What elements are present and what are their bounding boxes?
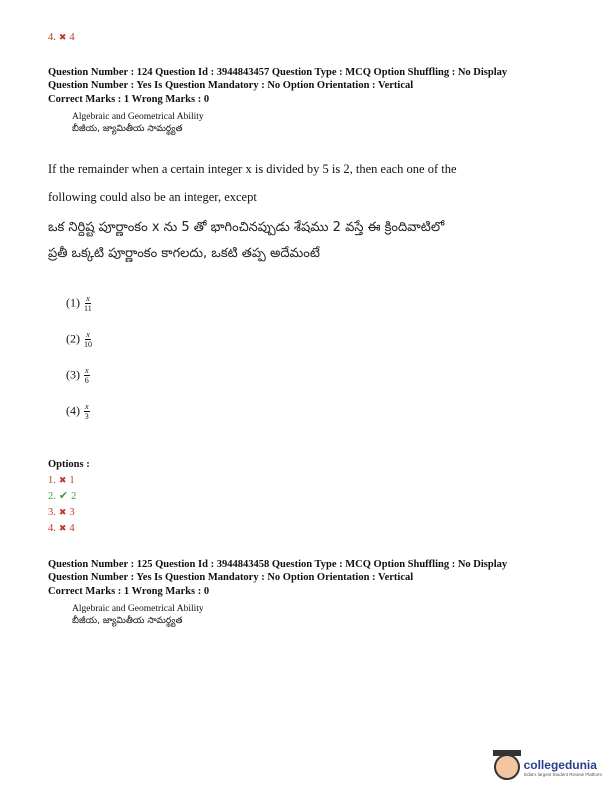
fraction-den: 3 bbox=[84, 412, 89, 421]
fraction-num: x bbox=[85, 366, 89, 375]
q124-category-en: Algebraic and Geometrical Ability bbox=[72, 112, 204, 122]
choice-label: (1) bbox=[66, 295, 80, 310]
options-title: Options : bbox=[48, 459, 90, 470]
option-number: 2. bbox=[48, 491, 56, 502]
q125-meta-line2: Question Number : Yes Is Question Mandatory : No Option Orientation : Vertical bbox=[48, 572, 414, 583]
fraction bbox=[84, 294, 92, 313]
cross-icon: ✖ bbox=[58, 507, 67, 517]
fraction-num: x bbox=[85, 402, 89, 411]
fraction bbox=[84, 402, 90, 421]
mascot-icon bbox=[494, 754, 520, 780]
fraction-den: 10 bbox=[84, 340, 92, 349]
option-value: 2 bbox=[71, 491, 77, 502]
logo-name: collegedunia bbox=[523, 757, 597, 772]
option-row-1 bbox=[48, 474, 75, 487]
fraction-num: x bbox=[86, 330, 90, 339]
fraction-den: 6 bbox=[84, 376, 89, 385]
logo-text bbox=[524, 758, 602, 777]
option-row-prev-4 bbox=[48, 31, 75, 44]
option-row-4 bbox=[48, 522, 75, 535]
q124-question-line2: following could also be an integer, except bbox=[48, 190, 257, 204]
option-number: 4. bbox=[48, 523, 56, 534]
q124-category-te: బీజీయ, జ్యామితీయ సామర్థ్యత bbox=[72, 124, 183, 134]
choice-2 bbox=[66, 330, 92, 349]
option-number: 4. bbox=[48, 32, 56, 43]
fraction bbox=[84, 366, 90, 385]
collegedunia-logo bbox=[494, 754, 602, 780]
cross-icon: ✖ bbox=[58, 32, 67, 42]
choice-label: (3) bbox=[66, 367, 80, 382]
q125-meta-line3: Correct Marks : 1 Wrong Marks : 0 bbox=[48, 586, 210, 597]
option-value: 3 bbox=[69, 507, 75, 518]
option-row-2 bbox=[48, 490, 76, 503]
choice-3 bbox=[66, 366, 90, 385]
q124-meta-line2: Question Number : Yes Is Question Mandatory : No Option Orientation : Vertical bbox=[48, 80, 414, 91]
option-number: 1. bbox=[48, 475, 56, 486]
q124-meta-line1: Question Number : 124 Question Id : 3944843457 Question Type : MCQ Option Shuffling : No Display bbox=[48, 67, 508, 78]
option-row-3 bbox=[48, 506, 75, 519]
q124-meta-line3: Correct Marks : 1 Wrong Marks : 0 bbox=[48, 94, 210, 105]
option-number: 3. bbox=[48, 507, 56, 518]
cross-icon: ✖ bbox=[58, 523, 67, 533]
option-value: 4 bbox=[69, 32, 75, 43]
choice-1 bbox=[66, 294, 92, 313]
fraction-num: x bbox=[86, 294, 90, 303]
q124-telugu-line2: ప్రతీ ఒక్కటి పూర్ణాంకం కాగలదు, ఒకటి తప్ప అదేమంటే bbox=[48, 246, 320, 261]
fraction bbox=[84, 330, 92, 349]
option-value: 4 bbox=[69, 523, 75, 534]
fraction-den: 11 bbox=[84, 304, 92, 313]
option-value: 1 bbox=[69, 475, 75, 486]
cross-icon: ✖ bbox=[58, 475, 67, 485]
q125-category-te: బీజీయ, జ్యామితీయ సామర్థ్యత bbox=[72, 616, 183, 626]
choice-4 bbox=[66, 402, 90, 421]
q125-category-en: Algebraic and Geometrical Ability bbox=[72, 604, 204, 614]
choice-label: (2) bbox=[66, 331, 80, 346]
logo-tagline: India's largest Student Review Platform bbox=[523, 771, 602, 777]
check-icon: ✔ bbox=[58, 490, 69, 502]
q124-question-line1: If the remainder when a certain integer x is divided by 5 is 2, then each one of the bbox=[48, 162, 457, 176]
q125-meta-line1: Question Number : 125 Question Id : 3944843458 Question Type : MCQ Option Shuffling : No Display bbox=[48, 559, 508, 570]
q124-telugu-line1: ఒక నిర్దిష్ట పూర్ణాంకం x ను 5 తో భాగించినప్పుడు శేషము 2 వస్తే ఈ క్రిందివాటిలో bbox=[48, 220, 445, 235]
choice-label: (4) bbox=[66, 403, 80, 418]
